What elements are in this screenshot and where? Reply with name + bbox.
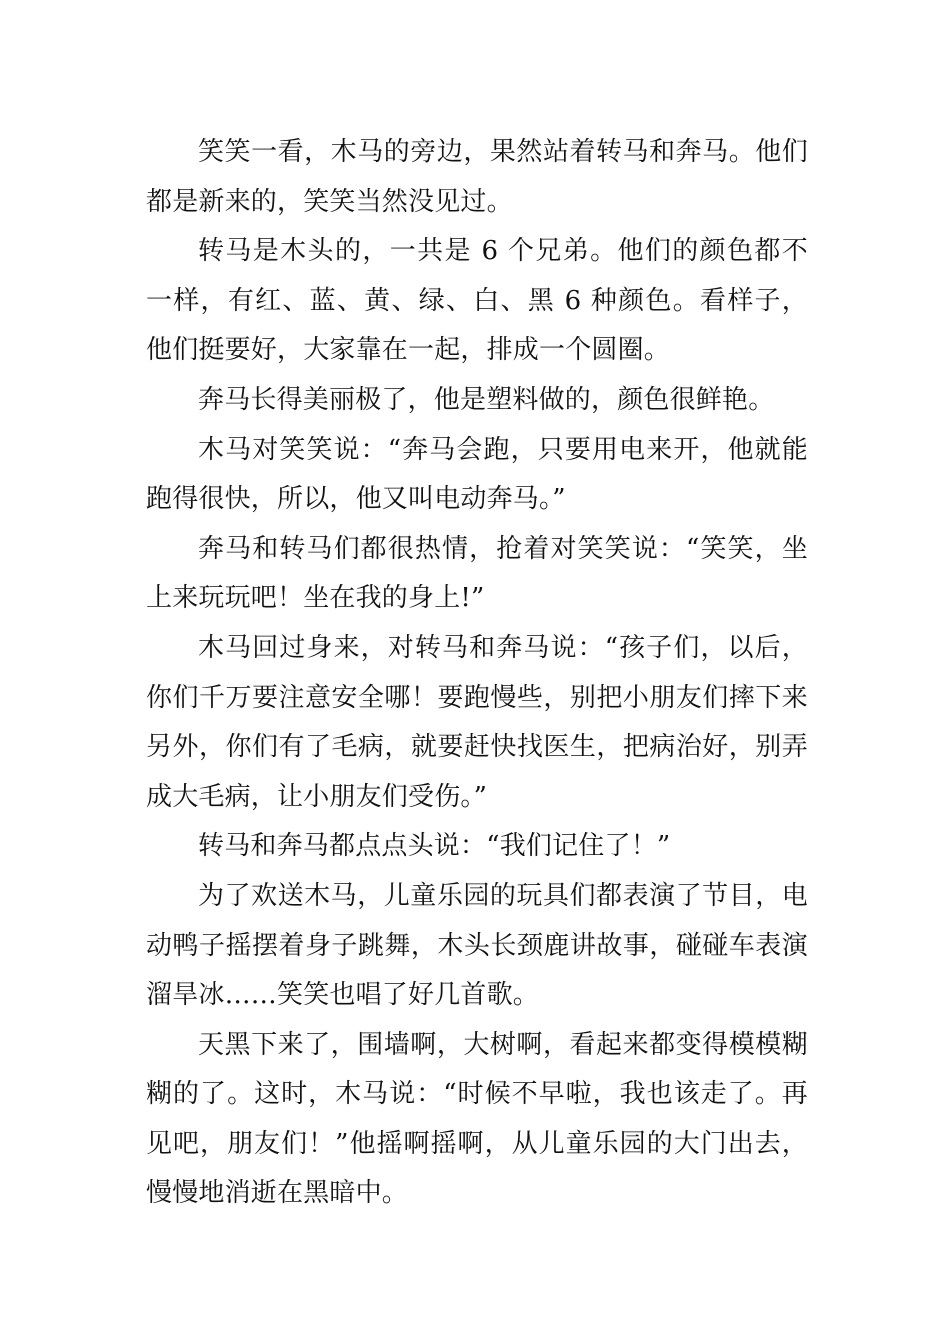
paragraph: 木马对笑笑说：“奔马会跑，只要用电来开，他就能跑得很快，所以，他又叫电动奔马。” — [146, 434, 808, 515]
paragraph: 为了欢送木马，儿童乐园的玩具们都表演了节目，电动鸭子摇摆着身子跳舞，木头长颈鹿讲故事，碰碰车表演溜旱冰……笑笑也唱了好几首歌。 — [146, 880, 808, 1011]
paragraph: 奔马和转马们都很热情，抢着对笑笑说：“笑笑，坐上来玩玩吧！坐在我的身上!” — [146, 533, 808, 614]
paragraph: 转马是木头的，一共是 6 个兄弟。他们的颜色都不一样，有红、蓝、黄、绿、白、黑 6 种颜色。看样子，他们挺要好，大家靠在一起，排成一个圆圈。 — [146, 236, 808, 366]
paragraph: 笑笑一看，木马的旁边，果然站着转马和奔马。他们都是新来的，笑笑当然没见过。 — [146, 137, 808, 217]
paragraph: 转马和奔马都点点头说：“我们记住了！” — [198, 831, 671, 862]
story-text — [146, 128, 808, 1219]
paragraph: 奔马长得美丽极了，他是塑料做的，颜色很鲜艳。 — [198, 384, 775, 415]
paragraph: 天黑下来了，围墙啊，大树啊，看起来都变得模模糊糊的了。这时，木马说：“时候不早啦，我也该走了。再见吧，朋友们！”他摇啊摇啊，从儿童乐园的大门出去，慢慢地消逝在黑暗中。 — [146, 1029, 808, 1209]
paragraph: 木马回过身来，对转马和奔马说：“孩子们，以后，你们千万要注意安全哪！要跑慢些，别把小朋友们摔下来另外，你们有了毛病，就要赶快找医生，把病治好，别弄成大毛病，让小朋友们受伤。” — [146, 632, 808, 812]
